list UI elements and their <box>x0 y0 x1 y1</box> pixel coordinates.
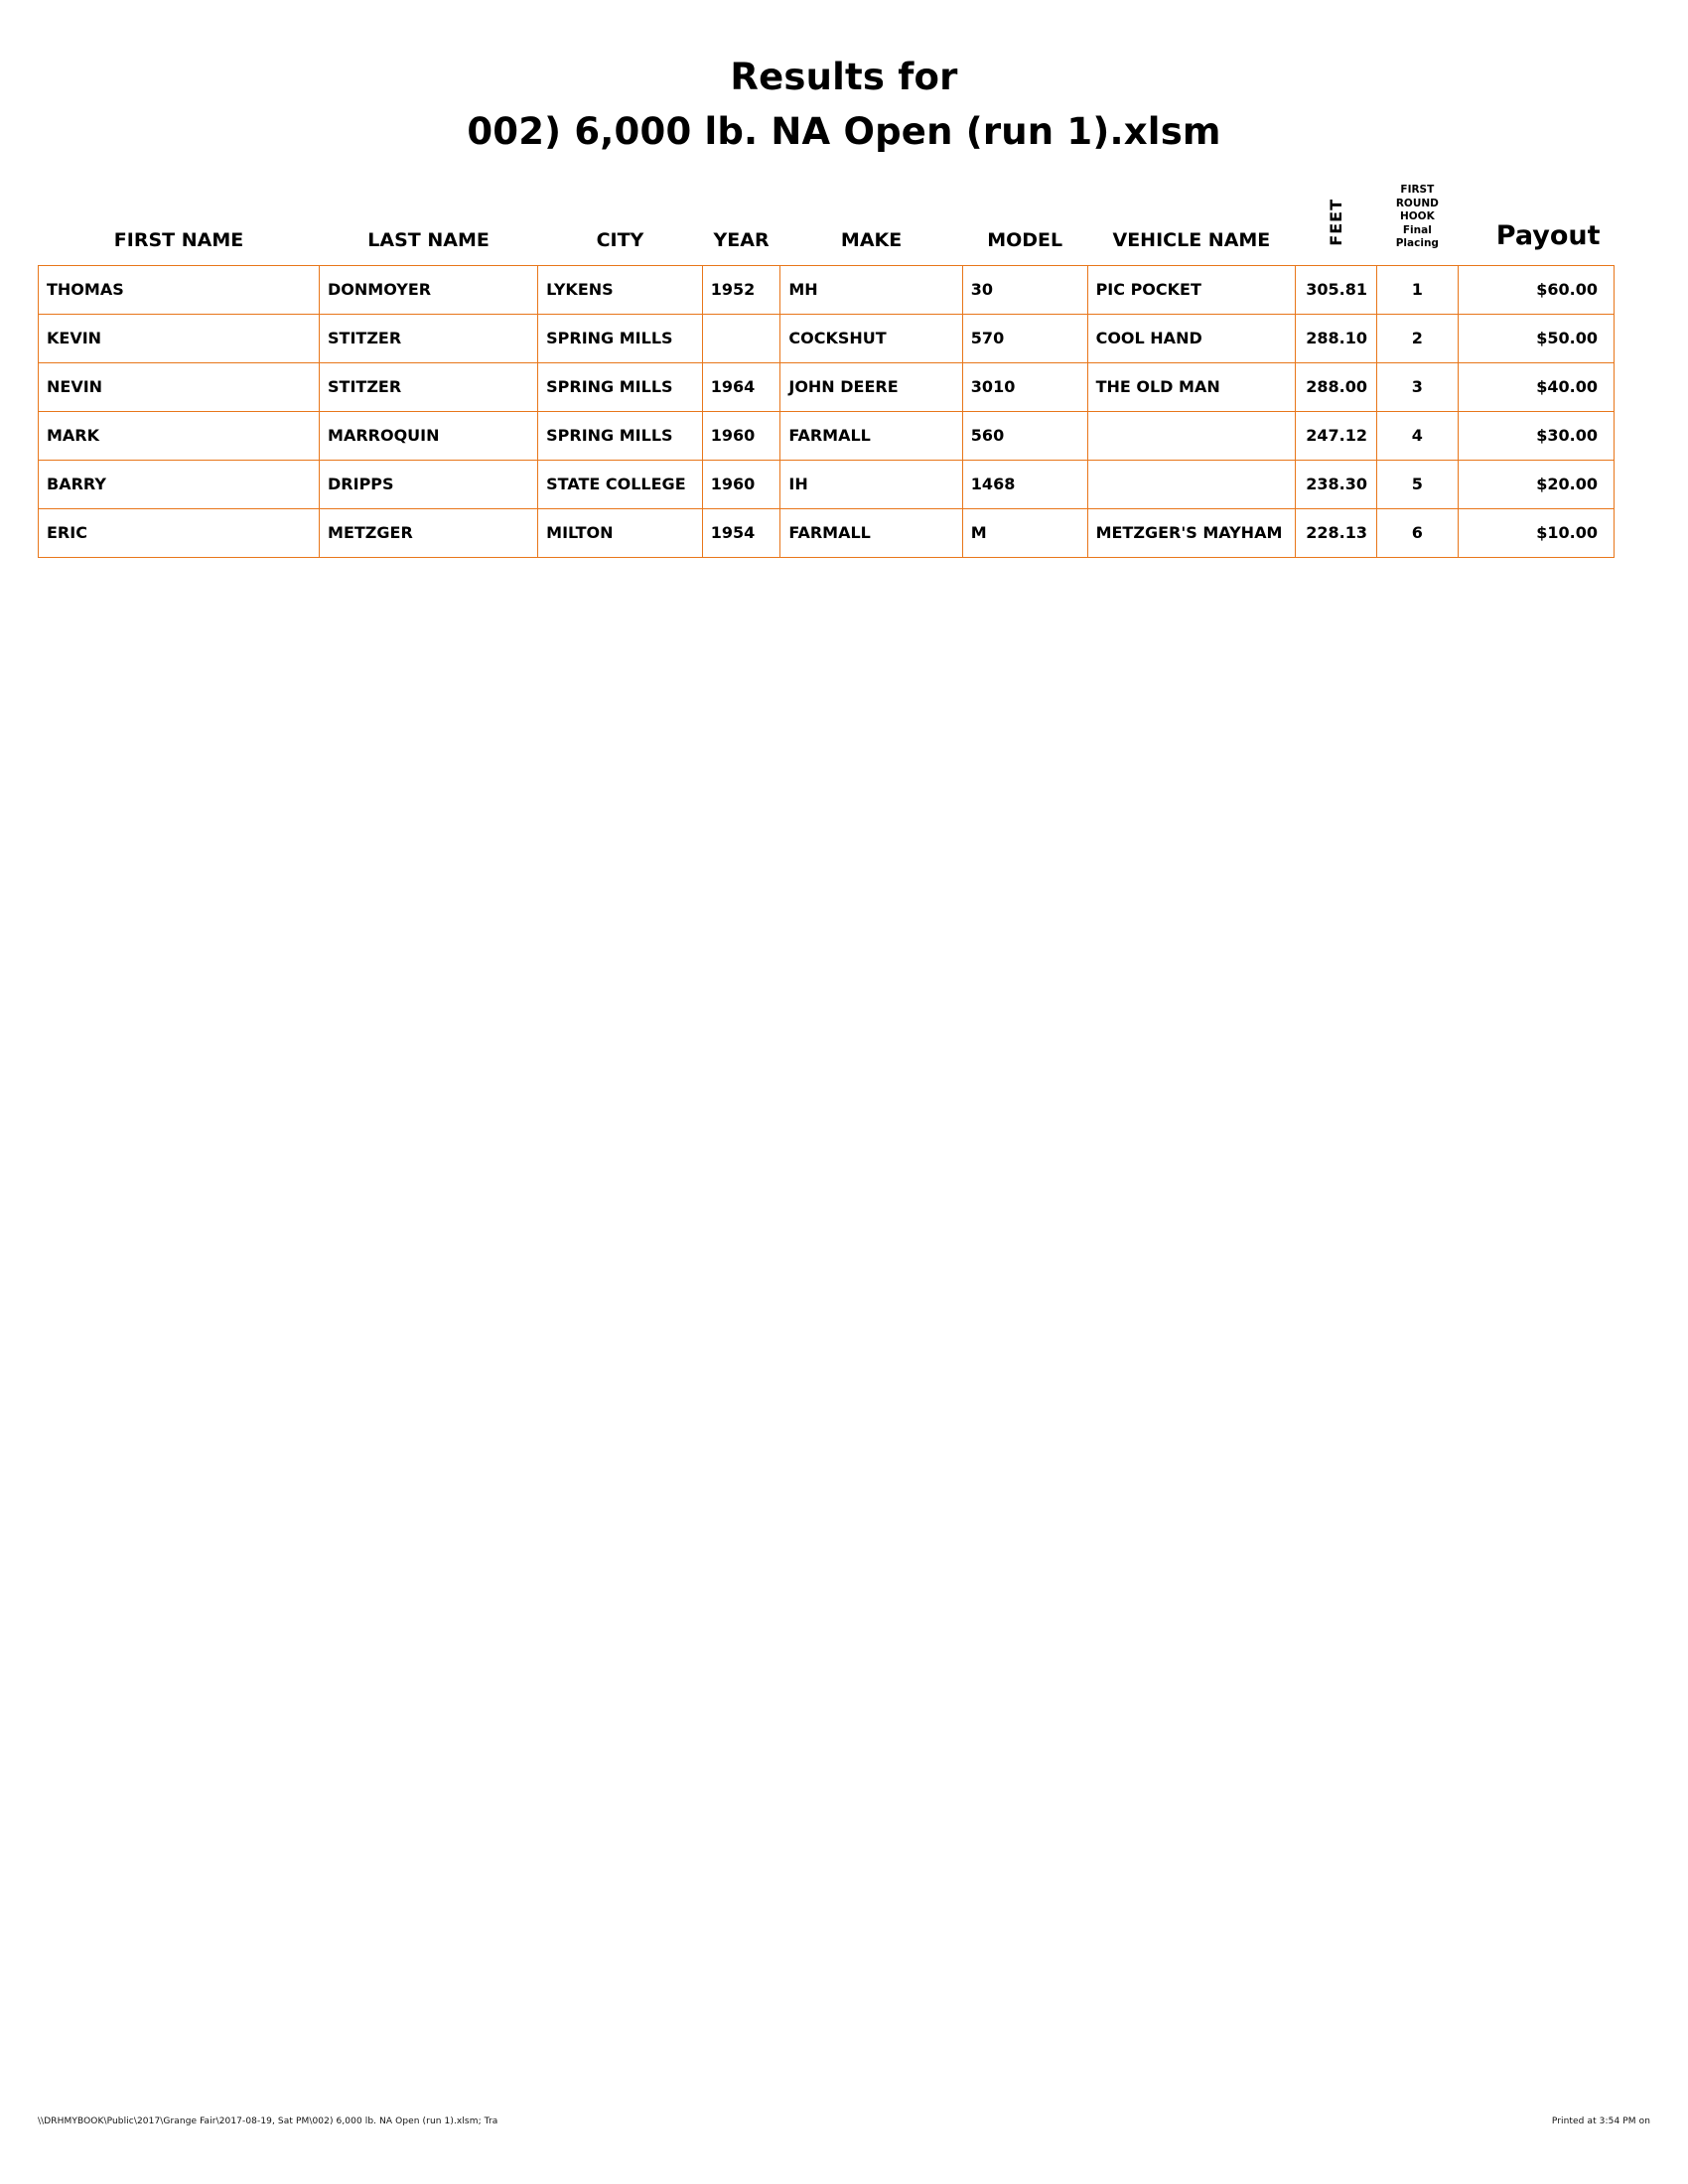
column-header-make: MAKE <box>840 228 903 251</box>
column-header-first-name: FIRST NAME <box>113 228 244 251</box>
cell-last-name: DONMOYER <box>320 265 538 314</box>
table-row <box>39 265 1615 314</box>
page-title-line-1: Results for <box>730 56 958 98</box>
cell-year: 1952 <box>702 265 780 314</box>
cell-placing: 4 <box>1376 411 1458 460</box>
cell-payout: $10.00 <box>1458 508 1614 557</box>
document-title-block <box>0 0 1688 156</box>
placing-header-line-2: ROUND <box>1395 197 1439 209</box>
results-table-body <box>39 265 1615 557</box>
cell-city: SPRING MILLS <box>538 362 703 411</box>
cell-city: SPRING MILLS <box>538 314 703 362</box>
cell-vehicle-name: THE OLD MAN <box>1087 362 1296 411</box>
table-row <box>39 460 1615 508</box>
cell-vehicle-name: PIC POCKET <box>1087 265 1296 314</box>
cell-feet: 288.00 <box>1296 362 1377 411</box>
results-table-wrapper <box>38 184 1650 557</box>
cell-vehicle-name: METZGER'S MAYHAM <box>1087 508 1296 557</box>
placing-header-line-3: HOOK <box>1399 210 1435 223</box>
cell-year: 1964 <box>702 362 780 411</box>
cell-vehicle-name: COOL HAND <box>1087 314 1296 362</box>
column-header-placing <box>1376 184 1458 265</box>
table-row <box>39 362 1615 411</box>
column-header-payout: Payout <box>1495 219 1601 251</box>
cell-city: STATE COLLEGE <box>538 460 703 508</box>
column-header-city: CITY <box>596 228 644 251</box>
cell-city: LYKENS <box>538 265 703 314</box>
column-header-vehicle-name: VEHICLE NAME <box>1112 228 1271 251</box>
placing-header-line-5: Placing <box>1395 237 1439 250</box>
cell-first-name: NEVIN <box>39 362 320 411</box>
cell-first-name: THOMAS <box>39 265 320 314</box>
table-header-row <box>39 184 1615 265</box>
cell-model: 570 <box>962 314 1087 362</box>
table-row <box>39 314 1615 362</box>
cell-feet: 305.81 <box>1296 265 1377 314</box>
placing-header-line-4: Final <box>1402 223 1432 236</box>
cell-vehicle-name <box>1087 411 1296 460</box>
cell-payout: $50.00 <box>1458 314 1614 362</box>
cell-last-name: STITZER <box>320 362 538 411</box>
footer-print-timestamp: Printed at 3:54 PM on <box>1551 2116 1650 2126</box>
cell-model: 3010 <box>962 362 1087 411</box>
cell-make: COCKSHUT <box>780 314 962 362</box>
cell-model: 30 <box>962 265 1087 314</box>
cell-first-name: KEVIN <box>39 314 320 362</box>
cell-model: 1468 <box>962 460 1087 508</box>
cell-last-name: STITZER <box>320 314 538 362</box>
cell-payout: $30.00 <box>1458 411 1614 460</box>
cell-last-name: METZGER <box>320 508 538 557</box>
column-header-model: MODEL <box>987 228 1063 251</box>
column-header-year: YEAR <box>713 228 770 251</box>
cell-make: IH <box>780 460 962 508</box>
cell-model: 560 <box>962 411 1087 460</box>
results-table-head <box>39 184 1615 265</box>
cell-year: 1960 <box>702 411 780 460</box>
cell-feet: 288.10 <box>1296 314 1377 362</box>
cell-year <box>702 314 780 362</box>
footer-file-path: \\DRHMYBOOK\Public\2017\Grange Fair\2017-08-19, Sat PM\002) 6,000 lb. NA Open (run 1).xlsm; Tra <box>38 2116 498 2126</box>
cell-year: 1960 <box>702 460 780 508</box>
cell-placing: 6 <box>1376 508 1458 557</box>
cell-city: SPRING MILLS <box>538 411 703 460</box>
cell-first-name: MARK <box>39 411 320 460</box>
column-header-last-name: LAST NAME <box>367 228 490 251</box>
cell-make: FARMALL <box>780 508 962 557</box>
cell-payout: $40.00 <box>1458 362 1614 411</box>
cell-placing: 3 <box>1376 362 1458 411</box>
cell-last-name: MARROQUIN <box>320 411 538 460</box>
cell-last-name: DRIPPS <box>320 460 538 508</box>
cell-year: 1954 <box>702 508 780 557</box>
table-row <box>39 411 1615 460</box>
cell-payout: $20.00 <box>1458 460 1614 508</box>
cell-make: MH <box>780 265 962 314</box>
cell-make: JOHN DEERE <box>780 362 962 411</box>
column-header-feet-label: FEET <box>1326 198 1345 246</box>
cell-feet: 238.30 <box>1296 460 1377 508</box>
cell-placing: 5 <box>1376 460 1458 508</box>
placing-header-line-1: FIRST <box>1400 184 1435 197</box>
cell-vehicle-name <box>1087 460 1296 508</box>
table-row <box>39 508 1615 557</box>
cell-model: M <box>962 508 1087 557</box>
cell-placing: 2 <box>1376 314 1458 362</box>
cell-make: FARMALL <box>780 411 962 460</box>
column-header-feet <box>1296 184 1377 265</box>
cell-payout: $60.00 <box>1458 265 1614 314</box>
cell-placing: 1 <box>1376 265 1458 314</box>
page-title-line-2: 002) 6,000 lb. NA Open (run 1).xlsm <box>467 110 1221 154</box>
cell-feet: 228.13 <box>1296 508 1377 557</box>
page-footer <box>38 2116 1650 2126</box>
cell-first-name: ERIC <box>39 508 320 557</box>
cell-city: MILTON <box>538 508 703 557</box>
cell-feet: 247.12 <box>1296 411 1377 460</box>
cell-first-name: BARRY <box>39 460 320 508</box>
results-table <box>38 184 1615 557</box>
